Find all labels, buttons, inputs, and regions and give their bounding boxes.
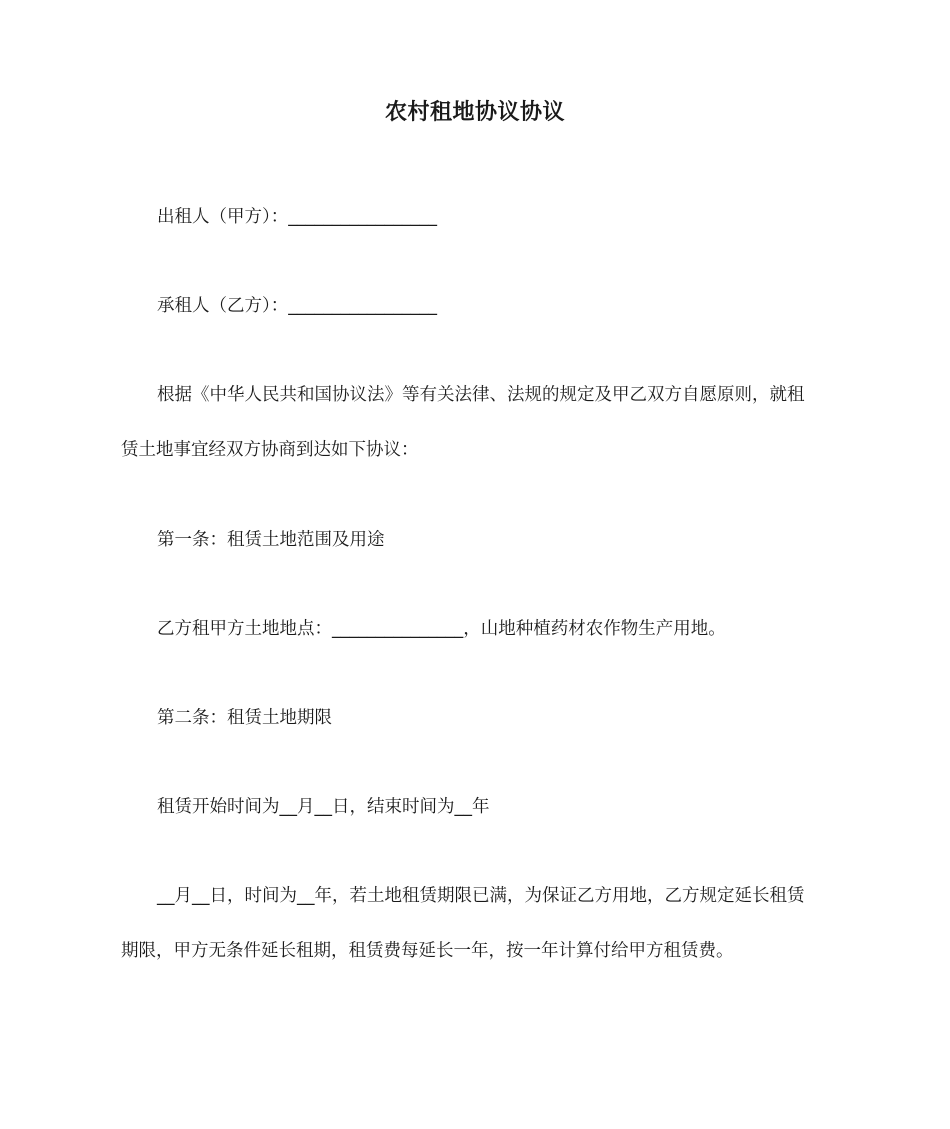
article-2-line-2: __月__日，时间为__年，若土地租赁期限已满，为保证乙方用地，乙方规定延长租赁 bbox=[157, 886, 805, 906]
lessor-line: 出租人（甲方）：_________________ bbox=[157, 207, 437, 227]
document-title: 农村租地协议协议 bbox=[384, 100, 565, 125]
article-2-heading: 第二条：租赁土地期限 bbox=[157, 708, 332, 728]
article-2-line-1: 租赁开始时间为__月__日，结束时间为__年 bbox=[157, 797, 490, 817]
intro-paragraph-line-2: 赁土地事宜经双方协商到达如下协议： bbox=[121, 440, 419, 460]
article-2-line-3: 期限，甲方无条件延长租期，租赁费每延长一年，按一年计算付给甲方租赁费。 bbox=[121, 941, 734, 961]
article-1-heading: 第一条：租赁土地范围及用途 bbox=[157, 530, 385, 550]
lessee-line: 承租人（乙方）：_________________ bbox=[157, 296, 437, 316]
article-1-body: 乙方租甲方土地地点：_______________，山地种植药材农作物生产用地。 bbox=[157, 619, 726, 639]
intro-paragraph-line-1: 根据《中华人民共和国协议法》等有关法律、法规的规定及甲乙双方自愿原则，就租 bbox=[157, 385, 805, 405]
